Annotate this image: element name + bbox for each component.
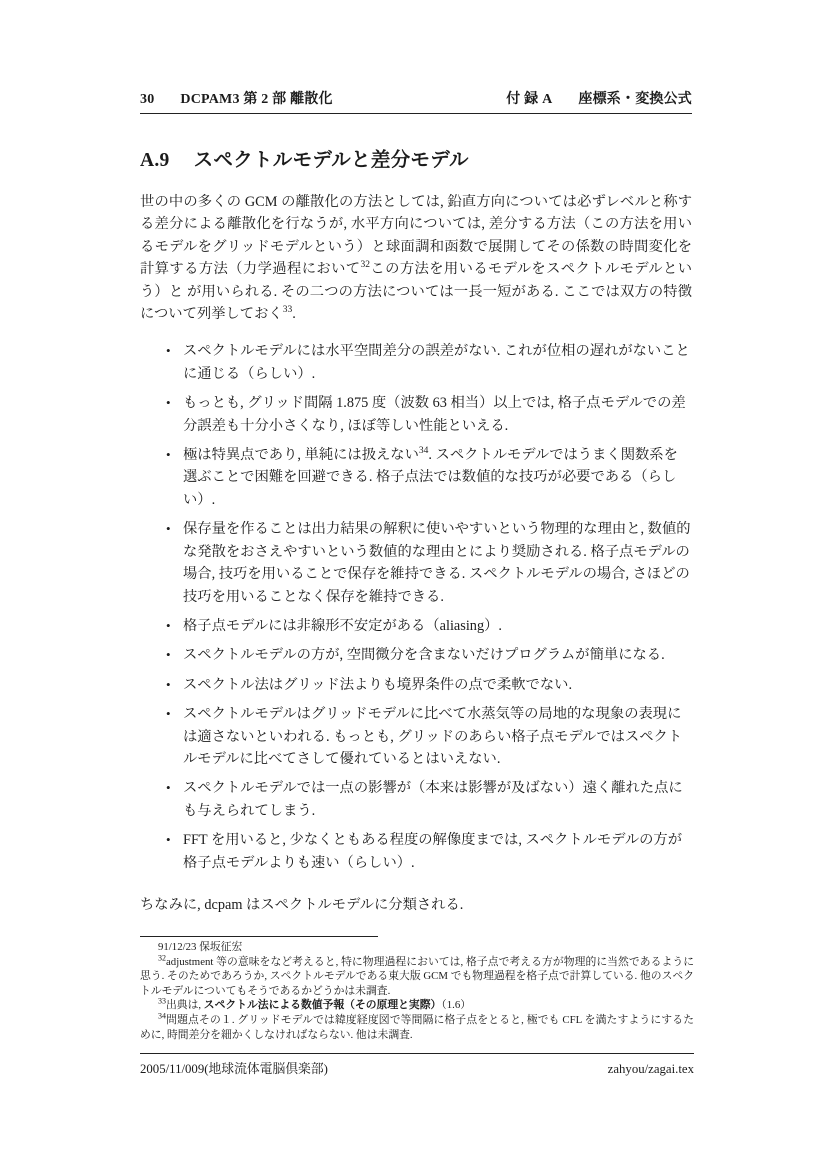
- footnote-33: [140, 998, 694, 1013]
- list-item-text: 格子点モデルには非線形不安定がある（aliasing）.: [183, 617, 502, 634]
- bullet-icon: •: [166, 676, 171, 692]
- intro-text: この方法を用いるモデルをスペクトルモデルという）と が用いられる. その二つの方法については一長一短がある. ここでは双方の特徴について列挙しておく: [140, 261, 692, 323]
- footnote-ref-33: 33: [282, 305, 293, 316]
- list-item-text: 保存量を作ることは出力結果の解釈に使いやすいという物理的な理由と, 数値的な発散をおさえやすいという数値的な理由とにより奨励される. 格子点モデルの場合, 技巧を用いることで保存を維持できる. スペクトルモデルの場合, さほどの技巧を用いることなく保存を維持できる.: [183, 521, 691, 605]
- list-item: [140, 644, 692, 666]
- bullet-icon: •: [166, 521, 171, 537]
- list-item-text: スペクトルモデルの方が, 空間微分を含まないだけプログラムが簡単になる.: [183, 647, 665, 664]
- footnote-33-text: （1.6）: [441, 999, 472, 1012]
- footnote-continuation: 91/12/23 保坂征宏: [158, 941, 243, 953]
- footnote-34: [140, 1013, 694, 1042]
- list-item: [140, 444, 692, 511]
- list-item-text-segment: 極は特異点であり, 単純には扱えない: [183, 447, 419, 464]
- page-number: 30: [140, 92, 155, 107]
- list-item-text-segment: . スペクトルモデルではうまく関数系を選ぶことで困難を回避できる. 格子点法では数値的な技巧が必要である（らしい）.: [183, 447, 678, 508]
- feature-list: [140, 340, 692, 874]
- list-item: [140, 703, 692, 770]
- list-item-text: [183, 447, 678, 508]
- header-rule: [140, 113, 692, 114]
- footnote-rule: [140, 936, 378, 937]
- list-item-text: もっとも, グリッド間隔 1.875 度（波数 63 相当）以上では, 格子点モデルでの差分誤差も十分小さくなり, ほぼ等しい性能といえる.: [183, 395, 686, 434]
- bullet-icon: •: [166, 617, 171, 633]
- intro-text: 世の中の多くの GCM の離散化の方法としては, 鉛直方向については必ずレベルと称する差分による離散化を行なうが, 水平方向については, 差分する方法（この方法を用いるモデルをグリッドモデルという）と球面調和函数で展開してその係数の時間変化を計算する方法（力学過程において: [140, 194, 692, 278]
- bullet-icon: •: [166, 343, 171, 359]
- footnote-32: [140, 955, 694, 999]
- footnote-ref-34: 34: [418, 446, 429, 457]
- footnote-33-text: 出典は,: [166, 999, 204, 1012]
- footnotes-block: [140, 936, 694, 1042]
- list-item-text: スペクトルモデルでは一点の影響が（本来は影響が及ばない）遠く離れた点にも与えられてしまう.: [183, 780, 683, 819]
- list-item: [140, 518, 692, 608]
- footnote-32-marker: 32: [158, 953, 166, 962]
- intro-paragraph: [140, 191, 692, 325]
- list-item: [140, 829, 692, 874]
- footnote-33-marker: 33: [158, 996, 166, 1006]
- header-right: [506, 88, 692, 108]
- list-item: [140, 615, 692, 637]
- footnote-ref-32: 32: [360, 260, 371, 271]
- list-item-text: スペクトルモデルはグリッドモデルに比べて水蒸気等の局地的な現象の表現には適さないといわれる. もっとも, グリッドのあらい格子点モデルではスペクトルモデルに比べてさして優れているとはいえない.: [183, 706, 683, 767]
- section-title: スペクトルモデルと差分モデル: [193, 150, 469, 171]
- list-item-text: FFT を用いると, 少なくともある程度の解像度までは, スペクトルモデルの方が格子点モデルよりも速い（らしい）.: [183, 832, 683, 871]
- section-heading: [140, 144, 692, 172]
- list-item: [140, 674, 692, 696]
- footnote-32-text: adjustment 等の意味をなど考えると, 特に物理過程においては, 格子点で考える方が物理的に当然であるように思う. そのためであろうか, スペクトルモデルである東大版 GCM でも物理過程を格子点で計算している. 他のスペクトルモデルについてもそうであるかどうかは未調査.: [140, 955, 694, 997]
- bullet-icon: •: [166, 647, 171, 663]
- list-item: [140, 777, 692, 822]
- closing-paragraph: ちなみに, dcpam はスペクトルモデルに分類される.: [140, 896, 464, 913]
- page-header: [140, 88, 692, 108]
- bullet-icon: •: [166, 447, 171, 463]
- footnote-34-marker: 34: [158, 1011, 166, 1021]
- bullet-icon: •: [166, 780, 171, 796]
- appendix-label: 付 録 A: [506, 92, 553, 107]
- chapter-title: DCPAM3 第 2 部 離散化: [180, 92, 333, 107]
- appendix-title: 座標系・変換公式: [578, 92, 692, 107]
- footer-right-text: zahyou/zagai.tex: [607, 1062, 694, 1076]
- section-number: A.9: [140, 150, 170, 171]
- list-item: [140, 340, 692, 385]
- footer-left-text: 2005/11/009(地球流体電脳倶楽部): [140, 1062, 328, 1076]
- header-left: [140, 88, 333, 108]
- intro-text: .: [292, 306, 296, 323]
- bullet-icon: •: [166, 395, 171, 411]
- bullet-icon: •: [166, 706, 171, 722]
- page-footer: [140, 1053, 694, 1077]
- list-item-text: スペクトルモデルには水平空間差分の誤差がない. これが位相の遅れがないことに通じる（らしい）.: [183, 343, 690, 382]
- footnote-34-text: 問題点その１. グリッドモデルでは緯度経度図で等間隔に格子点をとると, 極でも CFL を満たすようにするために, 時間差分を細かくしなければならない. 他は未調査.: [140, 1013, 694, 1041]
- list-item: [140, 392, 692, 437]
- footer-rule: [140, 1053, 694, 1054]
- footnote-33-book-title: スペクトル法による数値予報（その原理と実際）: [203, 999, 442, 1012]
- bullet-icon: •: [166, 832, 171, 848]
- list-item-text: スペクトル法はグリッド法よりも境界条件の点で柔軟でない.: [183, 676, 573, 693]
